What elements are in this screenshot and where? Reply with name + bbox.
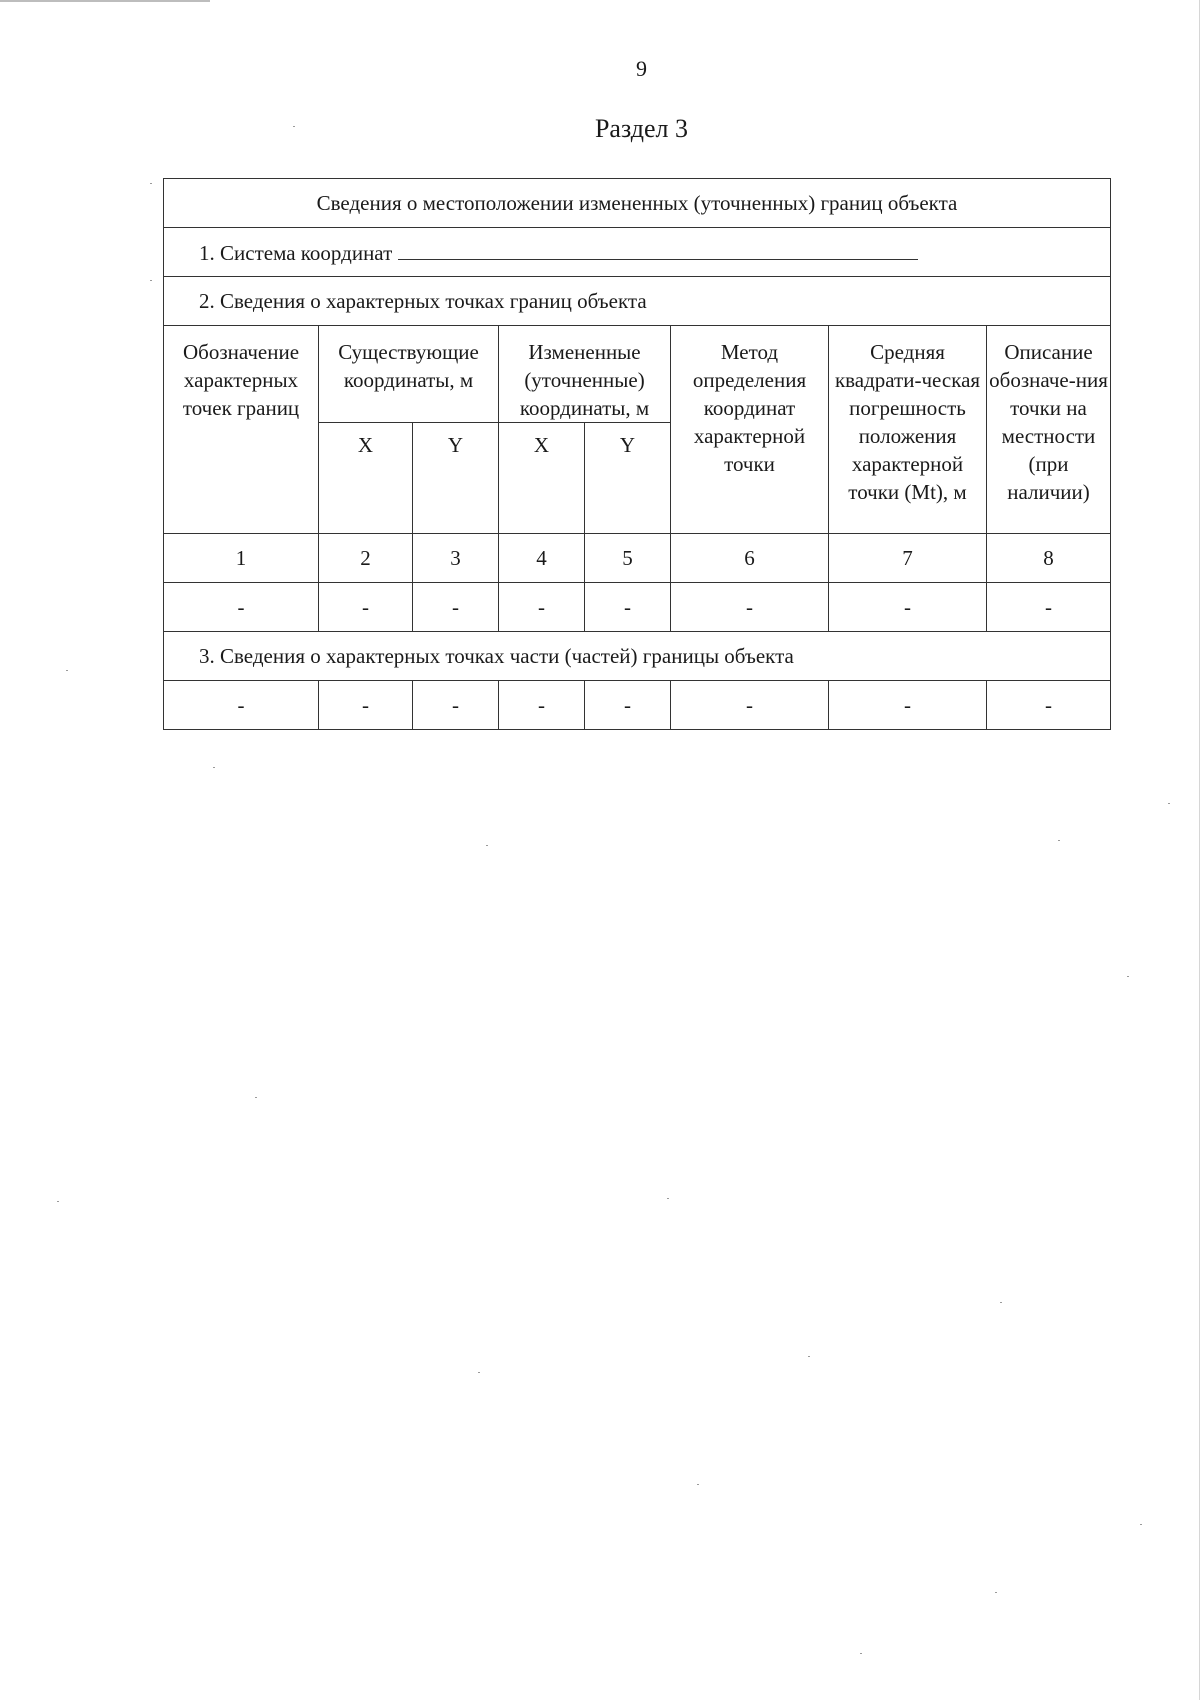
points-header-row [164,277,1111,326]
table-cell: - [164,583,319,632]
scan-speck [478,1372,480,1373]
table-cell: - [164,681,319,730]
points-data-row [164,583,1111,632]
scan-speck [995,1592,997,1593]
section-title: Раздел 3 [594,114,689,143]
banner-row [164,179,1111,228]
coord-system-cell [164,228,1111,277]
table-cell: - [585,681,671,730]
column-numbers-row [164,534,1111,583]
scan-speck [1168,803,1170,804]
column-header-row [164,326,1111,423]
scan-speck [150,280,152,281]
col-designation-header: Обозначение характерных точек границ [164,326,319,534]
table-cell: - [413,583,499,632]
parts-header: 3. Сведения о характерных точках части (частей) границы объекта [164,632,1111,681]
scan-speck [1058,840,1060,841]
col-changed-x: X [499,423,585,534]
col-description-header: Описание обозначе-ния точки на местности (при наличии) [987,326,1111,534]
coord-system-blank-line [398,239,918,260]
scan-speck [1127,976,1129,977]
table-cell: - [319,681,413,730]
table-cell: - [671,583,829,632]
scan-speck [860,1653,862,1654]
col-changed-y: Y [585,423,671,534]
column-number: 5 [585,534,671,583]
scan-speck [66,670,68,671]
column-number: 6 [671,534,829,583]
table-cell: - [671,681,829,730]
scan-speck [1140,1524,1142,1525]
table-cell: - [413,681,499,730]
col-error-header: Средняя квадрати-ческая погрешность положения характерной точки (Mt), м [829,326,987,534]
scan-speck [808,1356,810,1357]
column-number: 2 [319,534,413,583]
page-number: 9 [636,56,647,81]
scan-speck [57,1201,59,1202]
table-cell: - [319,583,413,632]
coord-system-row [164,228,1111,277]
scan-speck [697,1484,699,1485]
scan-speck [293,126,295,127]
column-number: 4 [499,534,585,583]
col-existing-header: Существующие координаты, м [319,326,499,423]
table-banner: Сведения о местоположении измененных (уточненных) границ объекта [164,179,1111,228]
column-number: 1 [164,534,319,583]
table-cell: - [829,583,987,632]
table-cell: - [987,583,1111,632]
table-cell: - [987,681,1111,730]
coord-system-label: 1. Система координат [199,240,393,265]
column-number: 7 [829,534,987,583]
scan-speck [150,183,152,184]
parts-header-row [164,632,1111,681]
table-cell: - [499,583,585,632]
col-existing-y: Y [413,423,499,534]
scan-speck [255,1097,257,1098]
points-header: 2. Сведения о характерных точках границ объекта [164,277,1111,326]
table-cell: - [585,583,671,632]
scan-speck [1000,1302,1002,1303]
column-number: 8 [987,534,1111,583]
col-changed-header: Измененные (уточненные) координаты, м [499,326,671,423]
col-existing-x: X [319,423,413,534]
column-number: 3 [413,534,499,583]
table-cell: - [499,681,585,730]
col-method-header: Метод определения координат характерной точки [671,326,829,534]
table-cell: - [829,681,987,730]
scan-artifact-line [0,0,210,2]
boundary-points-table [163,178,1111,730]
scan-speck [667,1198,669,1199]
scan-speck [486,845,488,846]
scan-speck [213,767,215,768]
parts-data-row [164,681,1111,730]
